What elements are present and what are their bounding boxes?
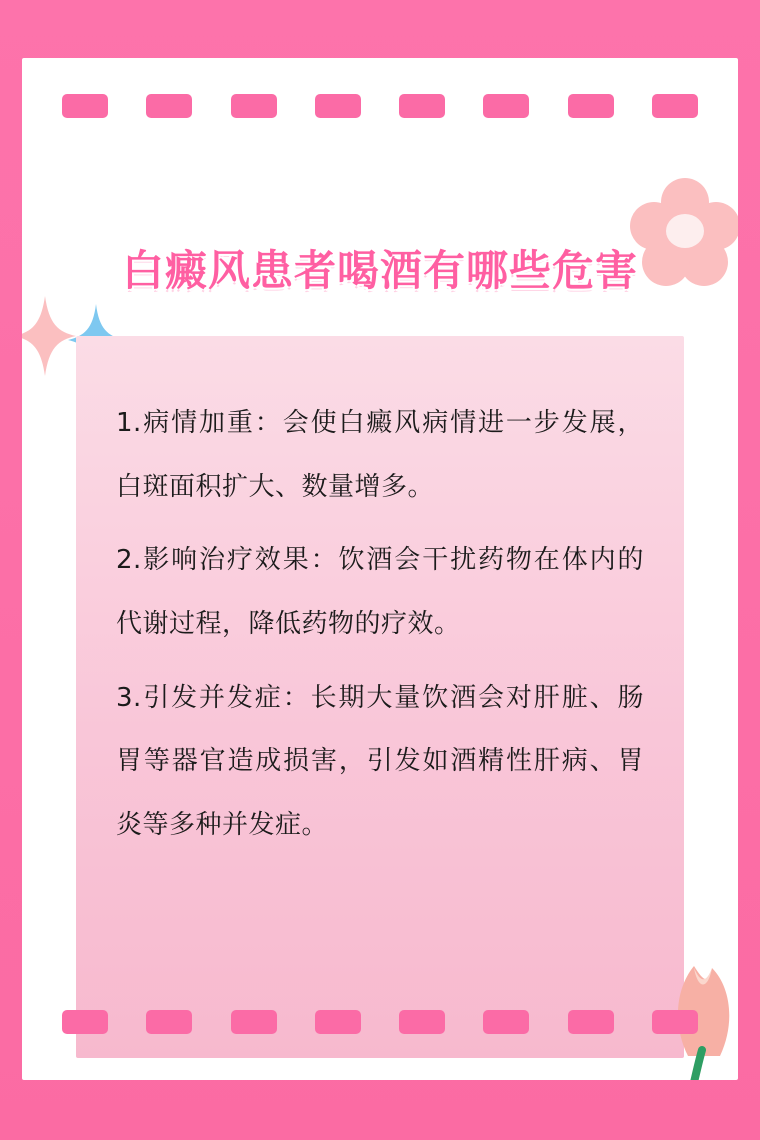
perforation-hole [483,1010,529,1034]
perforation-hole [399,94,445,118]
perforation-hole [231,94,277,118]
perforation-hole [315,1010,361,1034]
content-panel [76,336,684,1058]
perforation-hole [399,1010,445,1034]
perforation-hole [62,1010,108,1034]
content-paragraph: 3.引发并发症：长期大量饮酒会对肝脏、肠胃等器官造成损害，引发如酒精性肝病、胃炎等多种并发症。 [116,682,644,841]
perforation-hole [146,94,192,118]
perforation-hole [568,1010,614,1034]
perforation-hole [62,94,108,118]
content-paragraph: 1.病情加重：会使白癜风病情进一步发展，白斑面积扩大、数量增多。 [116,408,644,502]
perforation-hole [652,1010,698,1034]
perforation-hole [231,1010,277,1034]
page-title: 白癜风患者喝酒有哪些危害 [121,246,638,296]
perforation-hole [568,94,614,118]
poster-card [22,58,738,1080]
film-perforation-row-bottom [62,1010,698,1034]
perforation-hole [315,94,361,118]
perforation-hole [146,1010,192,1034]
perforation-hole [652,94,698,118]
tulip-icon [650,938,738,1080]
film-perforation-row-top [62,94,698,118]
perforation-hole [483,94,529,118]
content-paragraph: 2.影响治疗效果：饮酒会干扰药物在体内的代谢过程，降低药物的疗效。 [116,545,644,640]
cherry-blossom-icon [630,176,738,286]
